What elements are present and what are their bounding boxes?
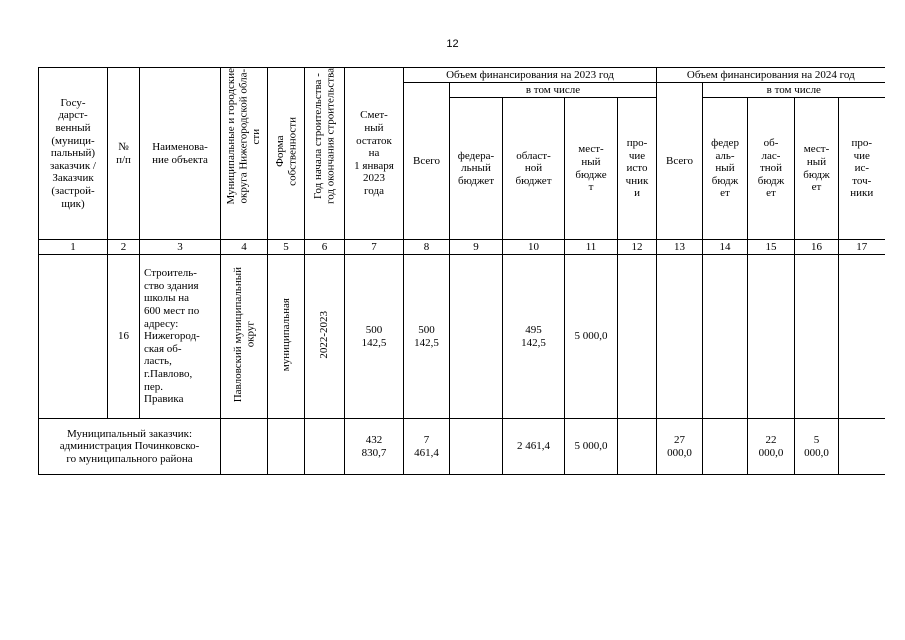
row-customer-cell	[39, 255, 108, 419]
row-object: Строитель- ство здания школы на 600 мест по адресу: Нижегород- ская об- ласть, г.Павлово, пер. Правика	[140, 255, 221, 419]
header-local-2024: мест- ный бюдж ет	[795, 98, 839, 240]
header-other-2024: про- чие ис- точ- ники	[839, 98, 885, 240]
header-customer: Госу- дарст- венный (муници- пальный) заказчик / Заказчик (застрой- щик)	[39, 68, 108, 240]
column-number: 16	[795, 240, 839, 255]
row-municipality	[221, 255, 268, 419]
column-number: 3	[140, 240, 221, 255]
column-number: 7	[345, 240, 404, 255]
row-total-2023: 500 142,5	[404, 255, 450, 419]
row-other-2023	[618, 255, 657, 419]
table-row	[39, 255, 885, 419]
header-local-2023: мест- ный бюдже т	[565, 98, 618, 240]
column-number: 8	[404, 240, 450, 255]
row-federal-2024	[703, 255, 748, 419]
header-total-2023: Всего	[404, 83, 450, 240]
summary-customer: Муниципальный заказчик: администрация Починковско- го муниципального района	[39, 419, 221, 475]
summary-federal-2023	[450, 419, 503, 475]
summary-row	[39, 419, 885, 475]
financing-table	[38, 67, 885, 475]
column-number: 12	[618, 240, 657, 255]
column-number: 9	[450, 240, 503, 255]
row-years-text: 2022-2023	[318, 310, 331, 359]
header-total-2024: Всего	[657, 83, 703, 240]
column-number: 13	[657, 240, 703, 255]
header-years-text: Год начала строительства - год окончания строительства	[312, 68, 337, 204]
header-regional-2023: област- ной бюджет	[503, 98, 565, 240]
header-regional-2024: об- лас- тной бюдж ет	[748, 98, 795, 240]
row-local-2024	[795, 255, 839, 419]
summary-municipality	[221, 419, 268, 475]
row-years	[305, 255, 345, 419]
header-federal-2023: федера- льный бюджет	[450, 98, 503, 240]
header-including-2023: в том числе	[450, 83, 657, 98]
row-municipality-text: Павловский муниципальный округ	[231, 267, 256, 403]
header-funding-2023: Объем финансирования на 2023 год	[404, 68, 657, 83]
summary-local-2024: 5 000,0	[795, 419, 839, 475]
row-ownership-text: муниципальная	[279, 298, 292, 372]
summary-estimated-balance: 432 830,7	[345, 419, 404, 475]
column-number: 6	[305, 240, 345, 255]
row-regional-2024	[748, 255, 795, 419]
column-number: 14	[703, 240, 748, 255]
summary-regional-2023: 2 461,4	[503, 419, 565, 475]
header-object-name: Наименова- ние объекта	[140, 68, 221, 240]
row-number: 16	[108, 255, 140, 419]
summary-ownership	[268, 419, 305, 475]
header-ownership-text: Форма собственности	[273, 117, 298, 187]
row-federal-2023	[450, 255, 503, 419]
row-regional-2023: 495 142,5	[503, 255, 565, 419]
row-other-2024	[839, 255, 885, 419]
header-municipality-text: Муниципальные и городские округа Нижегородской обла- сти	[225, 68, 263, 205]
column-number: 5	[268, 240, 305, 255]
header-other-2023: про- чие исто чник и	[618, 98, 657, 240]
row-estimated-balance: 500 142,5	[345, 255, 404, 419]
summary-local-2023: 5 000,0	[565, 419, 618, 475]
header-ownership	[268, 68, 305, 240]
column-number: 1	[39, 240, 108, 255]
page-number: 12	[446, 38, 459, 50]
header-number: № п/п	[108, 68, 140, 240]
header-funding-2024: Объем финансирования на 2024 год	[657, 68, 885, 83]
summary-other-2023	[618, 419, 657, 475]
summary-other-2024	[839, 419, 885, 475]
summary-total-2023: 7 461,4	[404, 419, 450, 475]
header-row-1	[39, 68, 885, 83]
header-federal-2024: федер аль- ный бюдж ет	[703, 98, 748, 240]
header-municipality	[221, 68, 268, 240]
column-number: 15	[748, 240, 795, 255]
column-number: 10	[503, 240, 565, 255]
column-number: 11	[565, 240, 618, 255]
column-number: 4	[221, 240, 268, 255]
row-ownership	[268, 255, 305, 419]
row-total-2024	[657, 255, 703, 419]
header-years	[305, 68, 345, 240]
column-number-row	[39, 240, 885, 255]
header-including-2024: в том числе	[703, 83, 885, 98]
summary-regional-2024: 22 000,0	[748, 419, 795, 475]
column-number: 17	[839, 240, 885, 255]
summary-total-2024: 27 000,0	[657, 419, 703, 475]
row-local-2023: 5 000,0	[565, 255, 618, 419]
column-number: 2	[108, 240, 140, 255]
summary-years	[305, 419, 345, 475]
summary-federal-2024	[703, 419, 748, 475]
header-estimated-balance: Смет- ный остаток на 1 января 2023 года	[345, 68, 404, 240]
